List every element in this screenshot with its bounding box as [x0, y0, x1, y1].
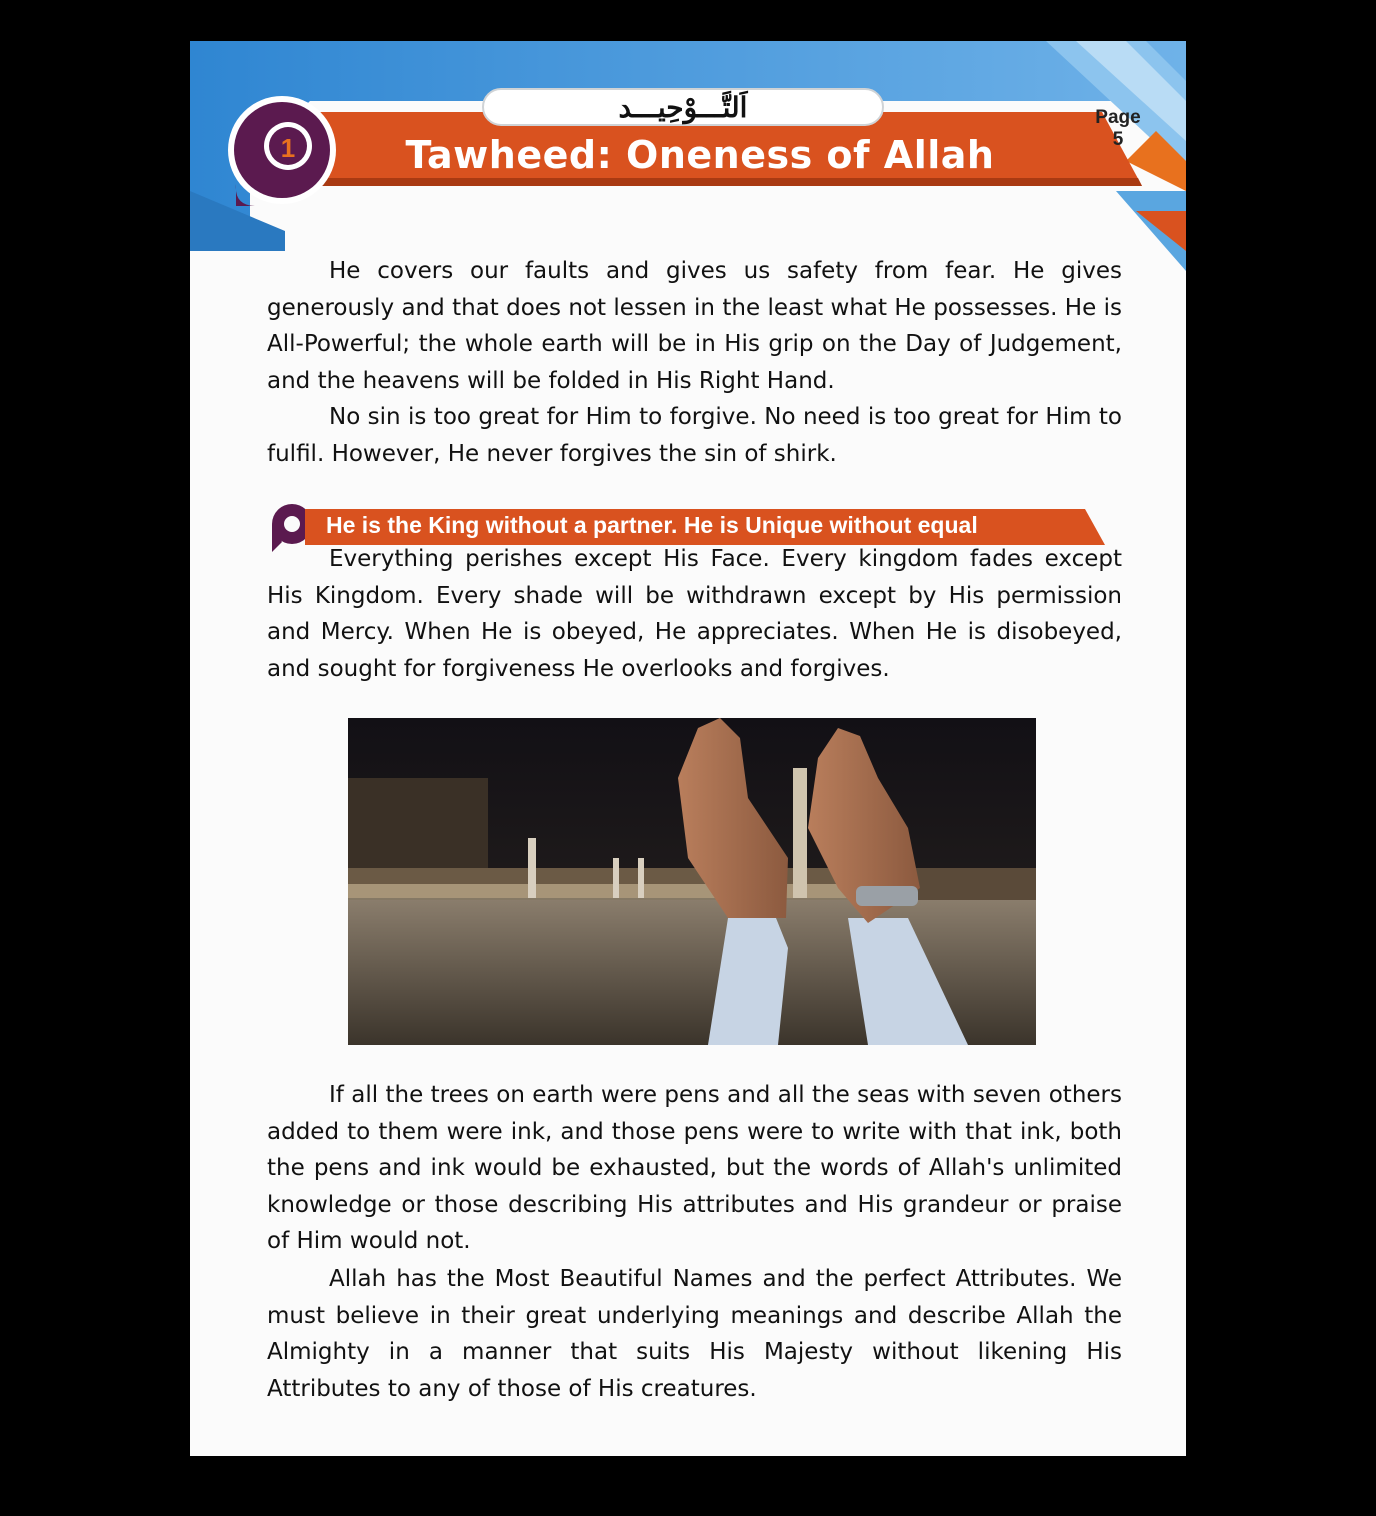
after-photo-paragraph-2: Allah has the Most Beautiful Names and the perfect Attributes. We must believe in their great underlying meanings and describe Allah the Almighty in a manner that suits His Majesty without likening His Attributes to any of those of His creatures.: [267, 1266, 1122, 1402]
chapter-number: 1: [280, 133, 296, 163]
chapter-title: Tawheed: Oneness of Allah: [405, 133, 995, 177]
book-page: [190, 41, 1186, 1456]
section-paragraph-1: Everything perishes except His Face. Every kingdom fades except His Kingdom. Every shade will be withdrawn except by His permission and Mercy. When He is obeyed, He appreciates. When He is disobeyed, and sought for forgiveness He overlooks and forgives.: [267, 546, 1122, 682]
page-number: 5: [1112, 129, 1124, 150]
subheading: He is the King without a partner. He is Unique without equal: [326, 512, 978, 538]
paragraph-1: He covers our faults and gives us safety from fear. He gives generously and that does not lessen in the least what He possesses. He is All-Powerful; the whole earth will be in His grip on the Day of Judgement, and the heavens will be folded in His Right Hand.: [267, 258, 1122, 394]
arabic-title-pill: [482, 88, 884, 126]
supplication-photo: [348, 718, 1036, 1045]
page-number-label: [1088, 107, 1148, 151]
page-word: Page: [1095, 107, 1141, 128]
after-photo-paragraph-1: If all the trees on earth were pens and all the seas with seven others added to them were ink, and those pens were to write with that ink, both the pens and ink would be exhausted, but the words of Allah's unlimited knowledge or those describing His attributes and His grandeur or praise of Him would not.: [267, 1082, 1122, 1254]
arabic-title: اَلتَّـــوْحِيـــد: [618, 90, 748, 124]
paragraph-2: No sin is too great for Him to forgive. No need is too great for Him to fulfil. However, He never forgives the sin of shirk.: [267, 404, 1122, 467]
